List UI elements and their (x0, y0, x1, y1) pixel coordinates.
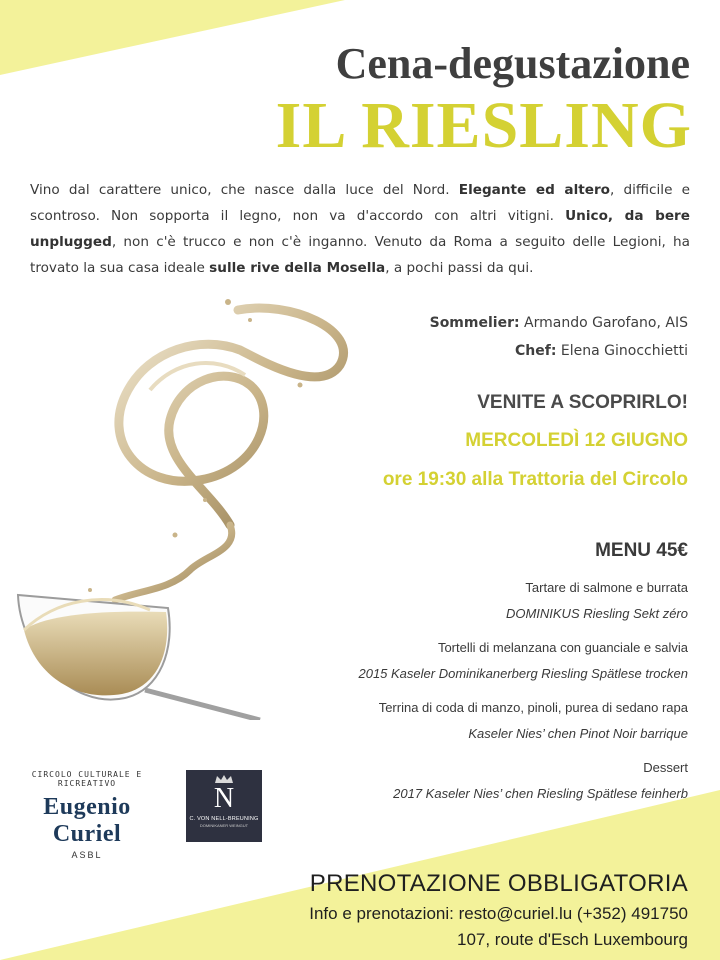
reservation-address: 107, route d'Esch Luxembourg (456, 930, 688, 949)
menu-wine-1: DOMINIKUS Riesling Sekt zéro (505, 606, 688, 621)
event-date: MERCOLEDÌ 12 GIUGNO (465, 430, 688, 451)
chef-line (515, 343, 688, 359)
menu-wine-4: 2017 Kaseler Nies’ chen Riesling Spätlese feinherb (393, 786, 688, 801)
menu-course-1: Tartare di salmone e burrata (525, 580, 688, 595)
curiel-logo (12, 768, 162, 860)
reservation-title: PRENOTAZIONE OBBLIGATORIA (309, 870, 688, 897)
page-subtitle: IL RIESLING (275, 89, 692, 162)
reservation-info: Info e prenotazioni: resto@curiel.lu (+352) 491750 (309, 904, 688, 923)
intro-text-2: , difficile e scontroso. Non sopporta il legno, non va d'accordo con altri vitigni. (30, 182, 690, 224)
intro-bold-3: sulle rive della Mosella (209, 260, 386, 276)
curiel-logo-top: CIRCOLO CULTURALE E RICREATIVO (31, 770, 143, 788)
intro-text-4: , a pochi passi da qui. (385, 260, 534, 276)
menu-course-2: Tortelli di melanzana con guanciale e salvia (437, 640, 688, 655)
menu-wine-3: Kaseler Nies’ chen Pinot Noir barrique (468, 726, 688, 741)
wine-glass-illustration (0, 290, 360, 720)
page-title: Cena-degustazione (335, 39, 690, 88)
curiel-logo-name: Eugenio Curiel (43, 794, 131, 847)
intro-text-1: Vino dal carattere unico, che nasce dalla luce del Nord. (30, 182, 450, 198)
menu-title: MENU 45€ (595, 540, 688, 561)
nell-breuning-logo (186, 770, 262, 842)
sommelier-label: Sommelier: (429, 315, 520, 331)
intro-paragraph (30, 177, 690, 281)
sommelier-name: Armando Garofano, AIS (524, 315, 688, 331)
intro-bold-1: Elegante ed altero (458, 182, 610, 198)
nell-breuning-name: C. VON NELL-BREUNING (189, 816, 259, 822)
menu-course-3: Terrina di coda di manzo, pinoli, purea di sedano rapa (378, 700, 688, 715)
chef-label: Chef: (515, 343, 557, 359)
menu-course-4: Dessert (643, 760, 688, 775)
intro-bold-2: Unico, da bere unplugged (30, 208, 690, 250)
nell-breuning-letter: N (213, 783, 235, 814)
event-time-place: ore 19:30 alla Trattoria del Circolo (382, 469, 688, 490)
sommelier-line (430, 315, 688, 331)
menu-wine-2: 2015 Kaseler Dominikanerberg Riesling Spätlese trocken (358, 666, 688, 681)
chef-name: Elena Ginocchietti (560, 343, 688, 359)
curiel-logo-bottom: ASBL (71, 850, 103, 860)
cta-heading: VENITE A SCOPRIRLO! (477, 392, 688, 413)
intro-text-3: , non c'è trucco e non c'è inganno. Venuto da Roma a seguito delle Legioni, ha trovato la sua casa ideale (30, 234, 690, 276)
nell-breuning-sub: DOMINIKANER WEINGUT (199, 823, 249, 828)
